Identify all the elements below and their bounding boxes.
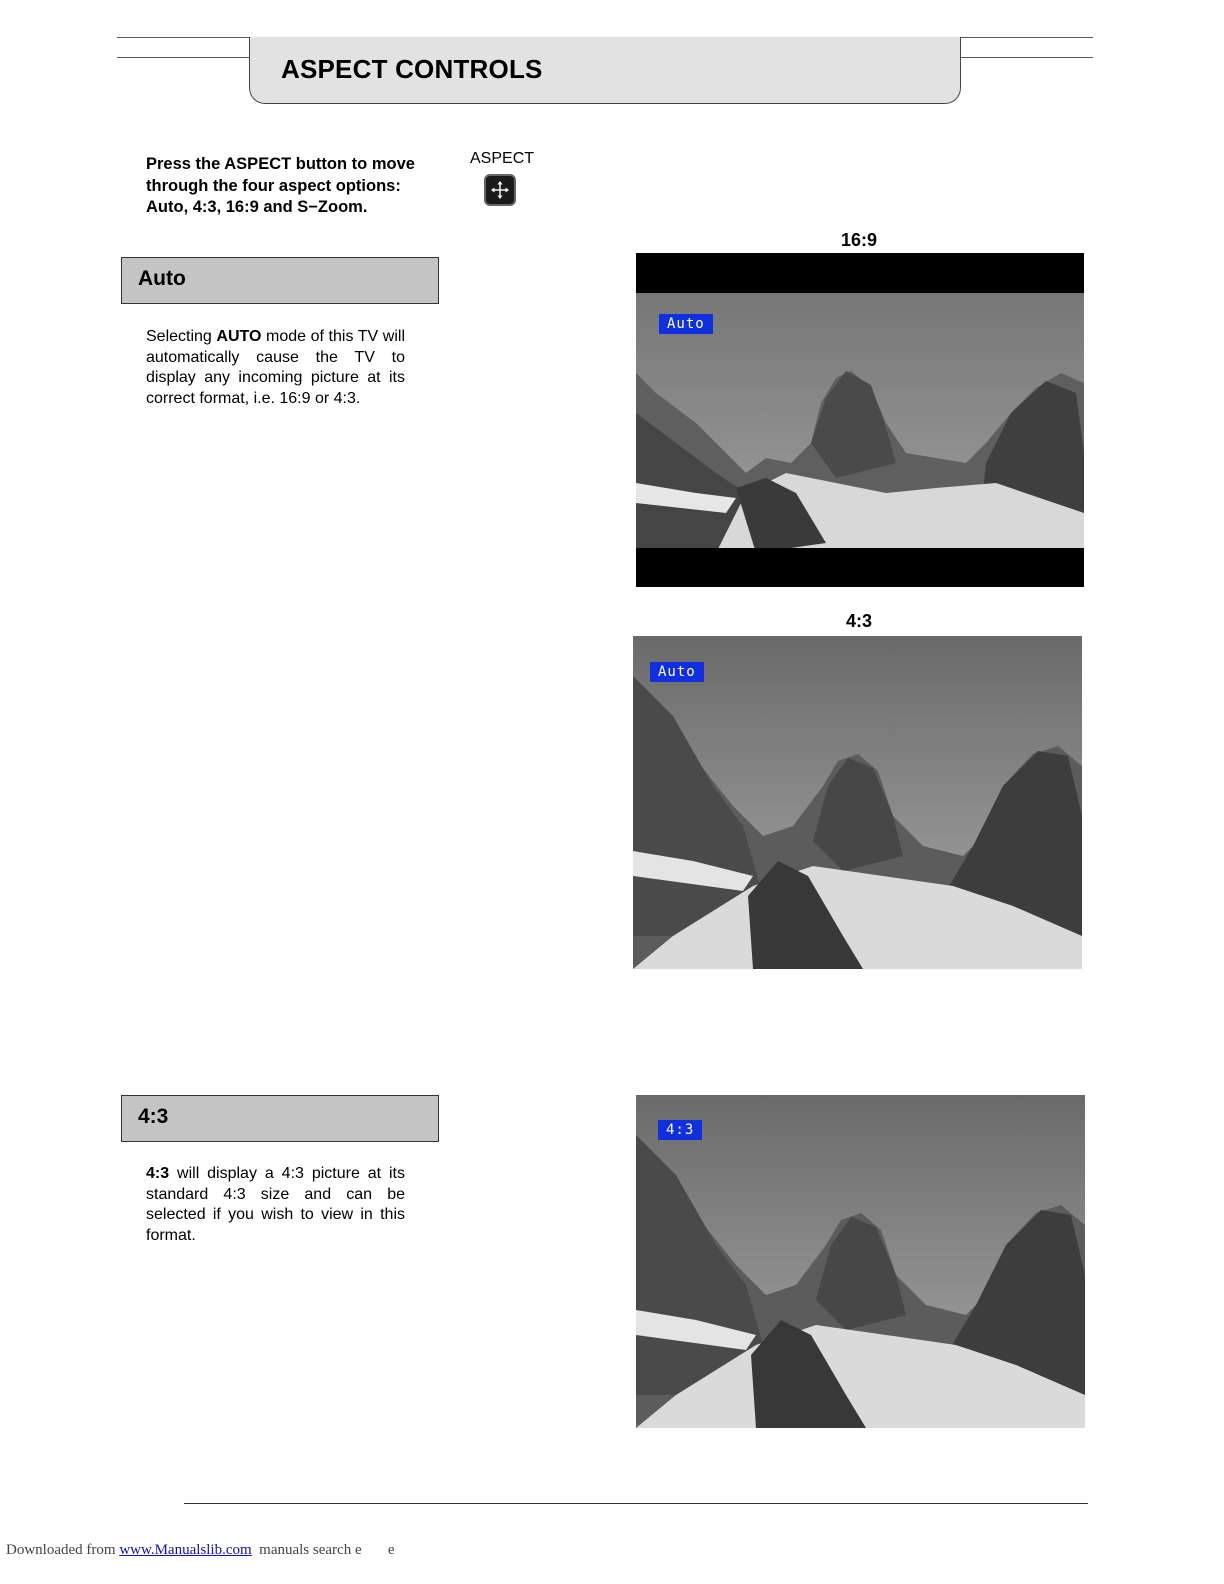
aspect-button-icon: [484, 174, 516, 206]
section-heading-label: 4:3: [138, 1105, 169, 1128]
tv-screen-16-9: [636, 253, 1084, 587]
section-text-pre: Selecting: [146, 328, 217, 345]
section-text-auto: [146, 327, 405, 409]
header-rule-right-lower: [961, 57, 1093, 58]
section-text-4-3: [146, 1164, 405, 1246]
section-heading-auto: [121, 257, 439, 304]
section-text-post: mode of this TV will automatically cause the TV to display any incoming picture at its correct format, i.e. 16:9 or 4:3.: [146, 328, 405, 407]
figure-caption-4-3: 4:3: [846, 611, 873, 631]
header-tab: [249, 37, 961, 104]
header-rule-right: [961, 37, 1093, 38]
mountain-landscape-image: [636, 253, 1084, 587]
letterbox-bar-top: [636, 253, 1084, 293]
osd-label: 4:3: [658, 1120, 702, 1140]
mountain-landscape-image: [636, 1095, 1085, 1428]
header-rule-left-lower: [117, 57, 249, 58]
intro-text: Press the ASPECT button to move through the four aspect options: Auto, 4:3, 16:9 and S−Zoom.: [146, 155, 415, 216]
figure-caption-16-9: 16:9: [841, 230, 878, 250]
section-heading-label: Auto: [138, 267, 186, 290]
osd-label: Auto: [659, 314, 713, 334]
section-heading-4-3: [121, 1095, 439, 1142]
header-rule-left: [117, 37, 249, 38]
letterbox-bar-bottom: [636, 548, 1084, 587]
aspect-button-label: ASPECT: [470, 150, 535, 167]
footer-link[interactable]: www.Manualslib.com: [119, 1542, 252, 1558]
page-title: ASPECT CONTROLS: [281, 54, 543, 84]
footer-prefix: Downloaded from: [6, 1542, 120, 1558]
footer-text: [6, 1542, 395, 1559]
mountain-landscape-image: [633, 636, 1082, 969]
section-text-bold: 4:3: [146, 1165, 170, 1182]
tv-screen-4-3: [633, 636, 1082, 969]
footer-suffix: manuals search e e: [251, 1542, 395, 1558]
section-text-bold: AUTO: [216, 328, 262, 345]
section-text-post: will display a 4:3 picture at its standard 4:3 size and can be selected if you wish to view in this format.: [146, 1165, 405, 1244]
osd-label: Auto: [650, 662, 704, 682]
footer-rule: [184, 1503, 1088, 1504]
tv-screen-4-3-mode: [636, 1095, 1085, 1428]
